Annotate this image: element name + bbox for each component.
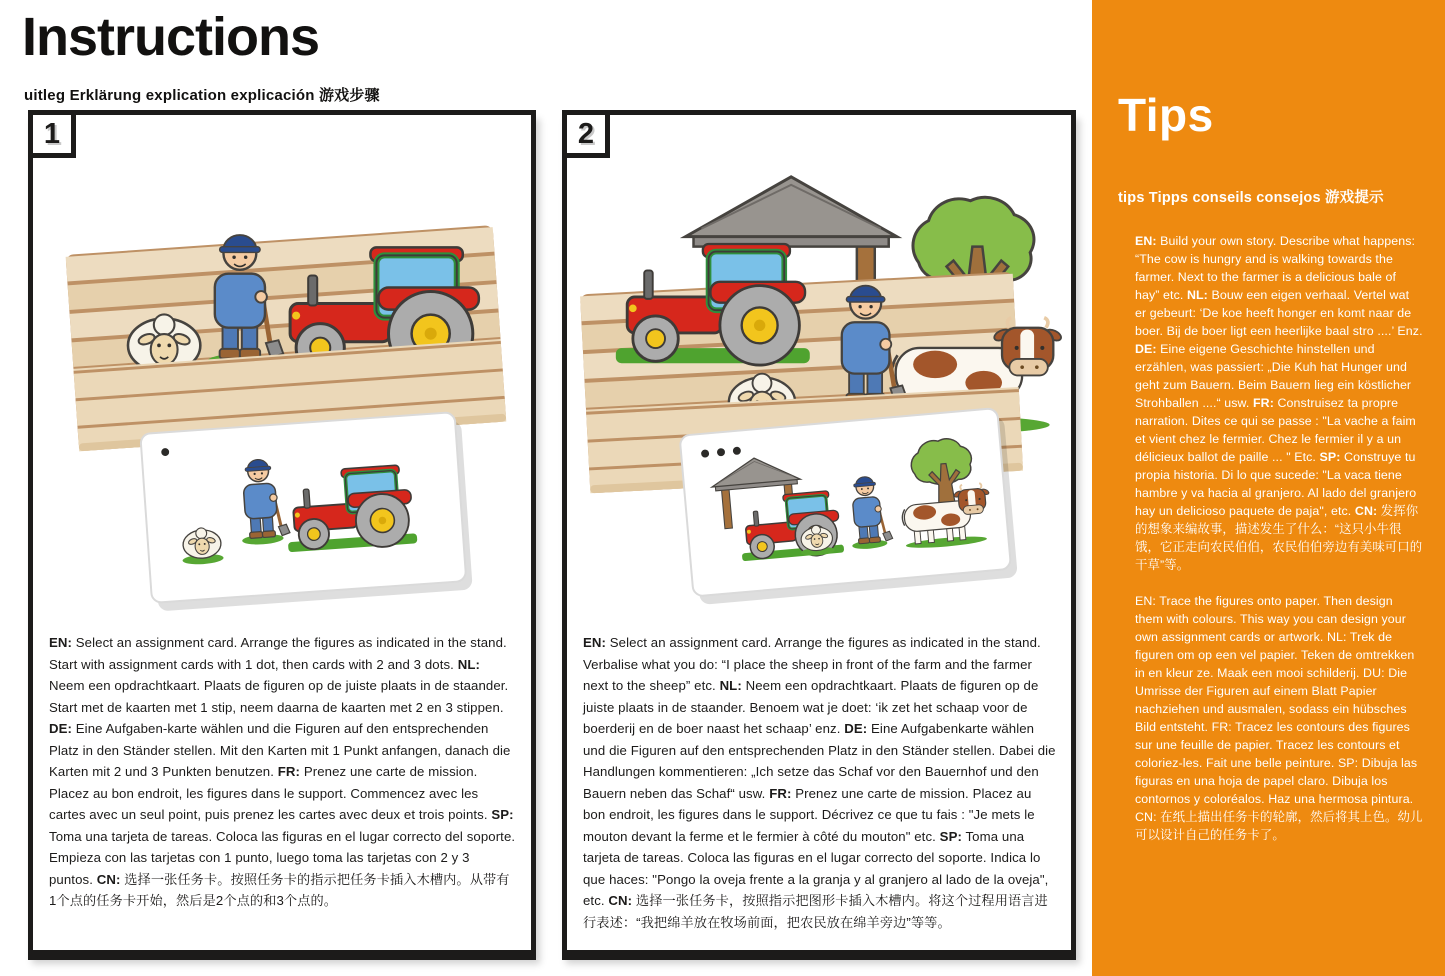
step-2-illustration — [568, 145, 1071, 635]
step-2-instructions: EN: Select an assignment card. Arrange the figures as indicated in the stand. Verbalise what you do: “I place the sheep in front of the farm and the farmer next to the sheep” etc. NL: Neem een opdrachtkaart. Plaats de figuren op de juiste plaats in de staander. Benoem wat je doet: ‘ik zet het schaap voor de boerderij en de boer naast het schaap’ enz. DE: Eine Aufgabenkarte wählen und die Figuren auf den entsprechenden Platz in den Ständer stellen. Dabei die Handlungen kommentieren: „Ich setze das Schaf vor den Bauernhof und den Bauern neben das Schaf“ usw. FR: Prenez une carte de mission. Placez au bon endroit, les figures dans le support. Décrivez ce que tu fais : "Je mets le mouton devant la ferme et le fermier à côté du mouton" etc. SP: Toma una tarjeta de tareas. Coloca las figuras en el lugar correcto del soporte. Indica lo que haces: "Pongo la oveja frente a la granja y al granjero al lado de la oveja", etc. CN: 选择一张任务卡，按照指示把图形卡插入木槽内。将这个过程用语言进行表述：“我把绵羊放在牧场前面，把农民放在绵羊旁边”等等。 — [583, 635, 1056, 930]
step-1-illustration — [34, 125, 531, 630]
assignment-card-1dot — [140, 412, 472, 612]
tips-paragraph-storytelling: EN: Build your own story. Describe what happens: “The cow is hungry and is walking towards the farmer. Next to the farmer is a delicious bale of hay” etc. NL: Bouw een eigen verhaal. Vertel wat er gebeurt: ‘De koe heeft honger en komt naar de boer. Bij de boer ligt een heerlijke baal stro ....’ Enz. DE: Eine eigene Geschichte hinstellen und erzählen, was passiert: „Die Kuh hat Hunger und geht zum Bauern. Beim Bauern lieg ein köstlicher Strohballen ....“ usw. FR: Construisez ta propre narration. Dites ce qui se passe : "La vache a faim et vient chez le fermier. Chez le fermier il y a un délicieux ballot de paille ... " Etc. SP: Construye tu propia historia. Di lo que sucede: "La vaca tiene hambre y va hacia al granjero. Al lado del granjero hay un delicioso paquete de paja", etc. CN: 发挥你的想象来编故事，描述发生了什么：“这只小牛很饿，它正走向农民伯伯，农民伯伯旁边有美味可口的干草”等。 — [1135, 234, 1423, 572]
assignment-card-3dots — [679, 408, 1017, 606]
tips-subtitle: tips Tipps conseils consejos 游戏提示 — [1118, 190, 1384, 206]
step-1-panel — [28, 110, 536, 955]
tips-sidebar — [1092, 0, 1445, 976]
step-1-number-badge: 1 — [28, 110, 76, 158]
tips-paragraph-tracing: EN: Trace the figures onto paper. Then design them with colours. This way you can design your own assignment cards or artwork. NL: Trek de figuren om op een vel papier. Teken de omtrekken in en kleur ze. Maak een mooi schilderij. DU: Die Umrisse der Figuren auf einem Blatt Papier nachziehen und ausmalen, sodass ein hübsches Bild entsteht. FR: Tracez les contours des figures sur une feuille de papier. Tracez les contours et coloriez-les. Fait une belle peinture. SP: Dibuja las figuras en una hoja de papel claro. Dibuja los contornos y coloréalos. Haz una hermosa pintura. CN: 在纸上描出任务卡的轮廓，然后将其上色。幼儿可以设计自己的任务卡了。 — [1135, 593, 1423, 842]
step-1-instructions: EN: Select an assignment card. Arrange the figures as indicated in the stand. Start with assignment cards with 1 dot, then cards with 2 and 3 dots. NL: Neem een opdrachtkaart. Plaats de figuren op de juiste plaats in de staander. Start met de kaarten met 1 stip, neem daarna de kaarten met 2 en 3 stippen. DE: Eine Aufgaben-karte wählen und die Figuren auf den entsprechenden Platz in den Ständer stellen. Mit den Karten mit 1 Punkt anfangen, danach die Karten mit 2 und 3 Punkten benutzen. FR: Prenez une carte de mission. Placez au bon endroit, les figures dans le support. Commencez avec les cartes avec un seul point, puis prenez les cartes avec deux et trois points. SP: Toma una tarjeta de tareas. Coloca las figuras en el lugar correcto del soporte. Empieza con las tarjetas con 1 punto, luego toma las tarjetas con 2 y 3 puntos. CN: 选择一张任务卡。按照任务卡的指示把任务卡插入木槽内。从带有1个点的任务卡开始，然后是2个点的和3个点的。 — [49, 635, 516, 909]
tips-title: Tips — [1118, 89, 1214, 141]
page-title: Instructions — [22, 7, 320, 67]
step-2-photo — [567, 145, 1071, 635]
page-subtitle: uitleg Erklärung explication explicación 游戏步骤 — [24, 87, 380, 104]
step-2-number-badge: 2 — [562, 110, 610, 158]
step-1-photo — [33, 125, 531, 630]
step-2-panel — [562, 110, 1076, 955]
